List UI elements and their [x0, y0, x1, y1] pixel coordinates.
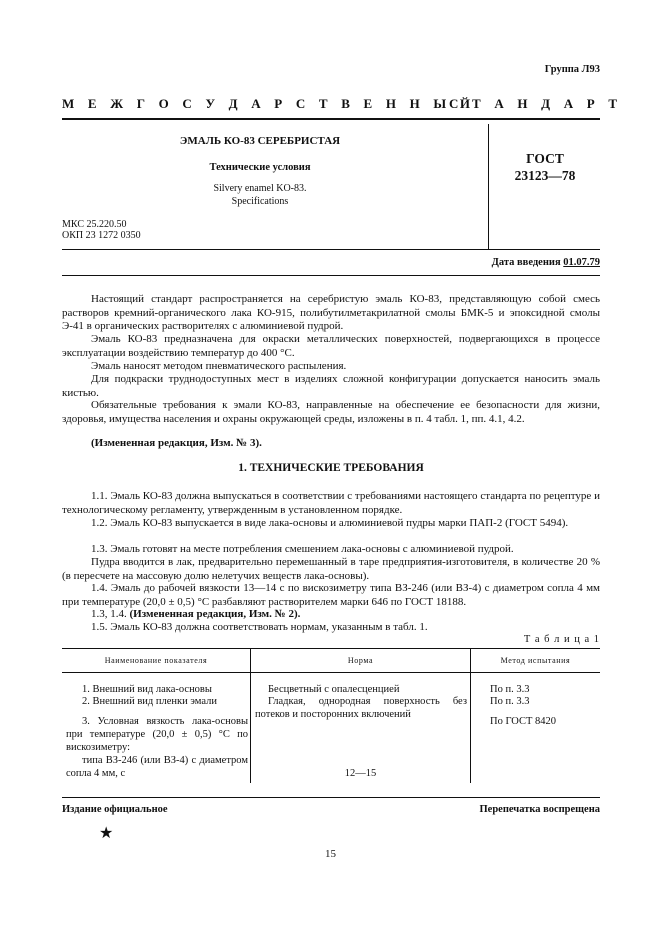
para-1-1: 1.1. Эмаль КО-83 должна выпускаться в соответствии с требованиями настоящего стандарта по рецептуре и технологическому регламенту, утвержденным в установленном порядке. [62, 490, 600, 516]
table-vline-2 [470, 648, 471, 783]
footer-official: Издание официальное [62, 804, 168, 815]
page-number: 15 [325, 848, 336, 860]
table-row-1-name: 1. Внешний вид лака-основы [82, 684, 212, 695]
mks-code: МКС 25.220.50 [62, 219, 127, 230]
star-icon: ★ [99, 825, 114, 842]
para-1-5: 1.5. Эмаль КО-83 должна соответствовать нормам, указанным в табл. 1. [91, 621, 428, 633]
table-row-1-norm: Бесцветный с опалесценцией [268, 684, 400, 695]
title-rule [62, 249, 600, 250]
gost-divider [488, 124, 489, 250]
table-row-4-name: типа ВЗ-246 (или ВЗ-4) с диаметром сопла 4 мм, с [66, 755, 248, 779]
table-row-3-method: По ГОСТ 8420 [490, 716, 557, 727]
gost-number: 23123—78 [514, 168, 576, 183]
gost-label: ГОСТ [526, 151, 564, 166]
document-subtitle: Технические условия [209, 162, 311, 173]
table-header-name: Наименование показателя [104, 656, 208, 665]
para-1-2: 1.2. Эмаль КО-83 выпускается в виде лака-основы и алюминиевой пудры марки ПАП-2 (ГОСТ 5494). [91, 517, 569, 529]
table-caption: Т а б л и ц а 1 [523, 634, 600, 645]
title-en-line2: Specifications [231, 196, 289, 207]
document-title: ЭМАЛЬ КО-83 СЕРЕБРИСТАЯ [179, 135, 341, 147]
table-row-2-method: По п. 3.3 [490, 696, 530, 707]
table-top-rule [62, 648, 600, 649]
footer-reprint: Перепечатка воспрещена [479, 804, 600, 815]
table-vline-1 [250, 648, 251, 783]
table-row-2-name: 2. Внешний вид пленки эмали [82, 696, 217, 707]
para-ref: 1.3, 1.4. [91, 608, 127, 620]
intro-date [492, 257, 600, 268]
para-1-3-cont: Пудра вводится в лак, предварительно перемешанный в таре предприятия-изготовителя, в количестве 20 % (в пересчете на массовую долю нелетучих веществ лака-основы). [62, 556, 600, 582]
table-row-1-method: По п. 3.3 [490, 684, 530, 695]
intro-paragraph-3: Эмаль наносят методом пневматического распыления. [91, 360, 347, 372]
para-1-3-1-4-note [62, 608, 600, 622]
table-header-method: Метод испытания [500, 656, 571, 665]
table-header-rule [62, 672, 600, 673]
table-header-norm: Норма [347, 656, 374, 665]
intro-date-label: Дата введения [491, 257, 561, 268]
intro-date-value: 01.07.79 [563, 257, 600, 268]
date-rule [62, 275, 600, 276]
banner-left: М Е Ж Г О С У Д А Р С Т В Е Н Н Ы Й [62, 96, 476, 111]
para-1-3: 1.3. Эмаль готовят на месте потребления смешением лака-основы с алюминиевой пудрой. [91, 543, 514, 555]
footer-rule [62, 797, 600, 798]
intro-edit-note: (Измененная редакция, Изм. № 3). [91, 437, 262, 449]
table-row-3-name: 3. Условная вязкость лака-основы при температуре (20,0 ± 0,5) °С по вискозиметру: [66, 716, 248, 753]
table-row-4-norm: 12—15 [344, 768, 377, 779]
banner-rule [62, 118, 600, 120]
para-edit-note: (Измененная редакция, Изм. № 2). [129, 608, 301, 620]
intro-paragraph-1: Настоящий стандарт распространяется на серебристую эмаль КО-83, представляющую собой смесь растворов кремний-органического лака КО-915, полибутилметакрилатной смолы БМК-5 и эпоксидной смолы Э-41 в органических растворителях с алюминиевой пудрой. [62, 293, 600, 332]
intro-paragraph-4: Для подкраски труднодоступных мест в изделиях сложной конфигурации допускается наносить эмаль кистью. [62, 373, 600, 399]
section-1-heading: 1. ТЕХНИЧЕСКИЕ ТРЕБОВАНИЯ [238, 462, 424, 474]
banner-right: С Т А Н Д А Р Т [449, 96, 623, 111]
intro-paragraph-2: Эмаль КО-83 предназначена для окраски металлических поверхностей, подвергающихся в процессе эксплуатации воздействию температур до 400 °С. [62, 333, 600, 359]
intro-paragraph-5: Обязательные требования к эмали КО-83, направленные на обеспечение ее безопасности для жизни, здоровья, имущества населения и охраны окружающей среды, изложены в п. 4 табл. 1, пп. 4.1, 4.2. [62, 399, 600, 425]
okp-code: ОКП 23 1272 0350 [62, 230, 141, 241]
group-label: Группа Л93 [544, 64, 600, 75]
table-row-2-norm: Гладкая, однородная поверхность без потеков и посторонних включений [255, 696, 467, 720]
title-en-line1: Silvery enamel KO-83. [213, 183, 307, 194]
para-1-4: 1.4. Эмаль до рабочей вязкости 13—14 с по вискозиметру типа ВЗ-246 (или ВЗ-4) с диаметром сопла 4 мм при температуре (20,0 ± 0,5) °С разбавляют растворителем марки 646 по ГОСТ 18188. [62, 582, 600, 608]
